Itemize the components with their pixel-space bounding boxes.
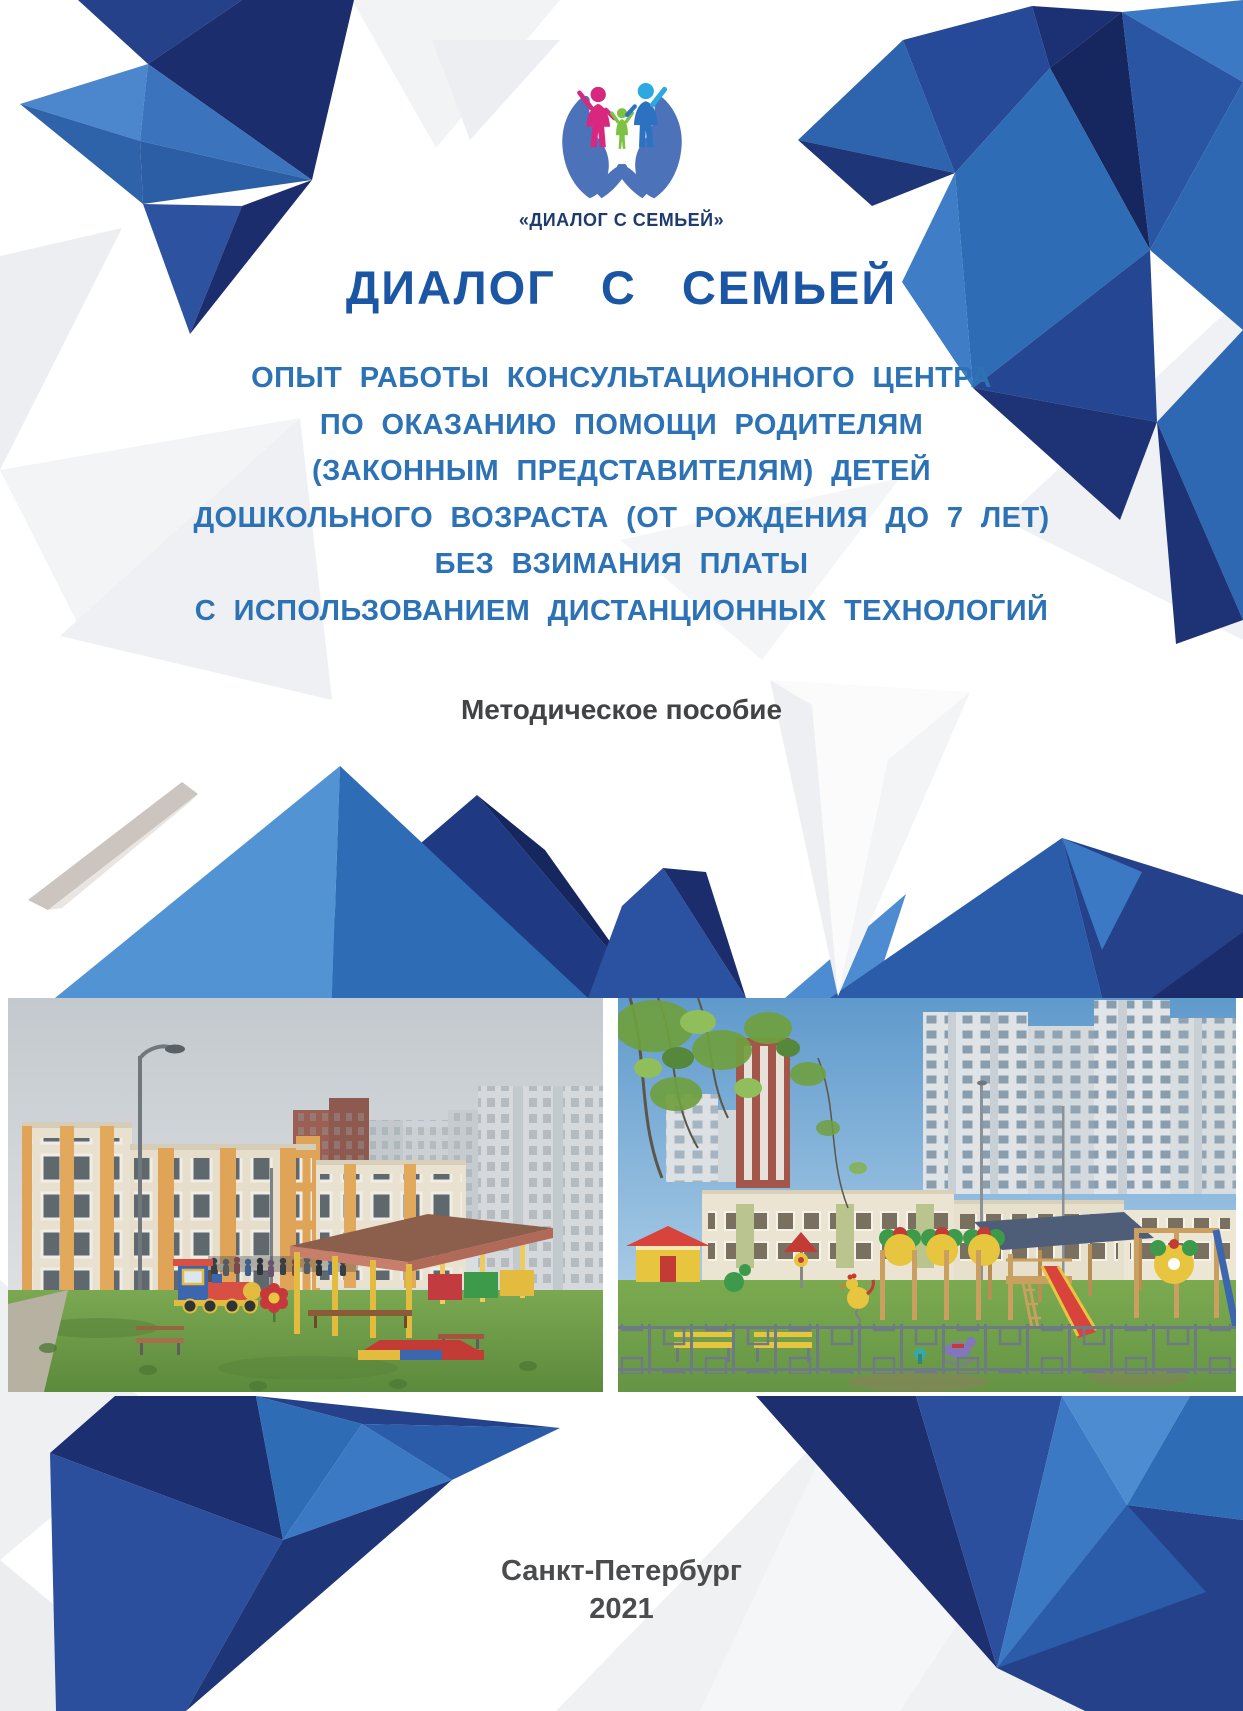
imprint-city: Санкт-Петербург — [500, 1555, 743, 1587]
metal-fence — [618, 1324, 1236, 1374]
subtitle-line: ДОШКОЛЬНОГО ВОЗРАСТА (ОТ РОЖДЕНИЯ ДО 7 ЛЕТ) — [193, 501, 1050, 534]
family-figures — [579, 83, 664, 149]
subtitle-line: (ЗАКОННЫМ ПРЕДСТАВИТЕЛЯМ) ДЕТЕЙ — [312, 455, 931, 487]
sandbox — [358, 1340, 484, 1360]
hands-holding-family-icon — [537, 68, 707, 206]
playground-photo — [618, 998, 1236, 1392]
logo-caption: «ДИАЛОГ С СЕМЬЕЙ» — [518, 210, 725, 230]
dialog-family-logo — [0, 68, 1243, 231]
subtitle-line: С ИСПОЛЬЗОВАНИЕМ ДИСТАНЦИОННЫХ ТЕХНОЛОГИЙ — [194, 594, 1049, 627]
kindergarten-photo-art — [8, 998, 603, 1392]
imprint-year: 2021 — [589, 1593, 654, 1625]
subtitle-line: ОПЫТ РАБОТЫ КОНСУЛЬТАЦИОННОГО ЦЕНТРА — [251, 362, 992, 394]
playground-photo-art — [618, 998, 1236, 1392]
subtitle-line: ПО ОКАЗАНИЮ ПОМОЩИ РОДИТЕЛЯМ — [319, 408, 924, 441]
kindergarten-building-photo — [8, 998, 603, 1392]
edition-label: Методическое пособие — [460, 694, 783, 725]
page-title: ДИАЛОГ С СЕМЬЕЙ — [345, 261, 898, 314]
imprint — [0, 1552, 1243, 1628]
subtitle — [40, 355, 1203, 634]
subtitle-line: БЕЗ ВЗИМАНИЯ ПЛАТЫ — [434, 548, 809, 580]
